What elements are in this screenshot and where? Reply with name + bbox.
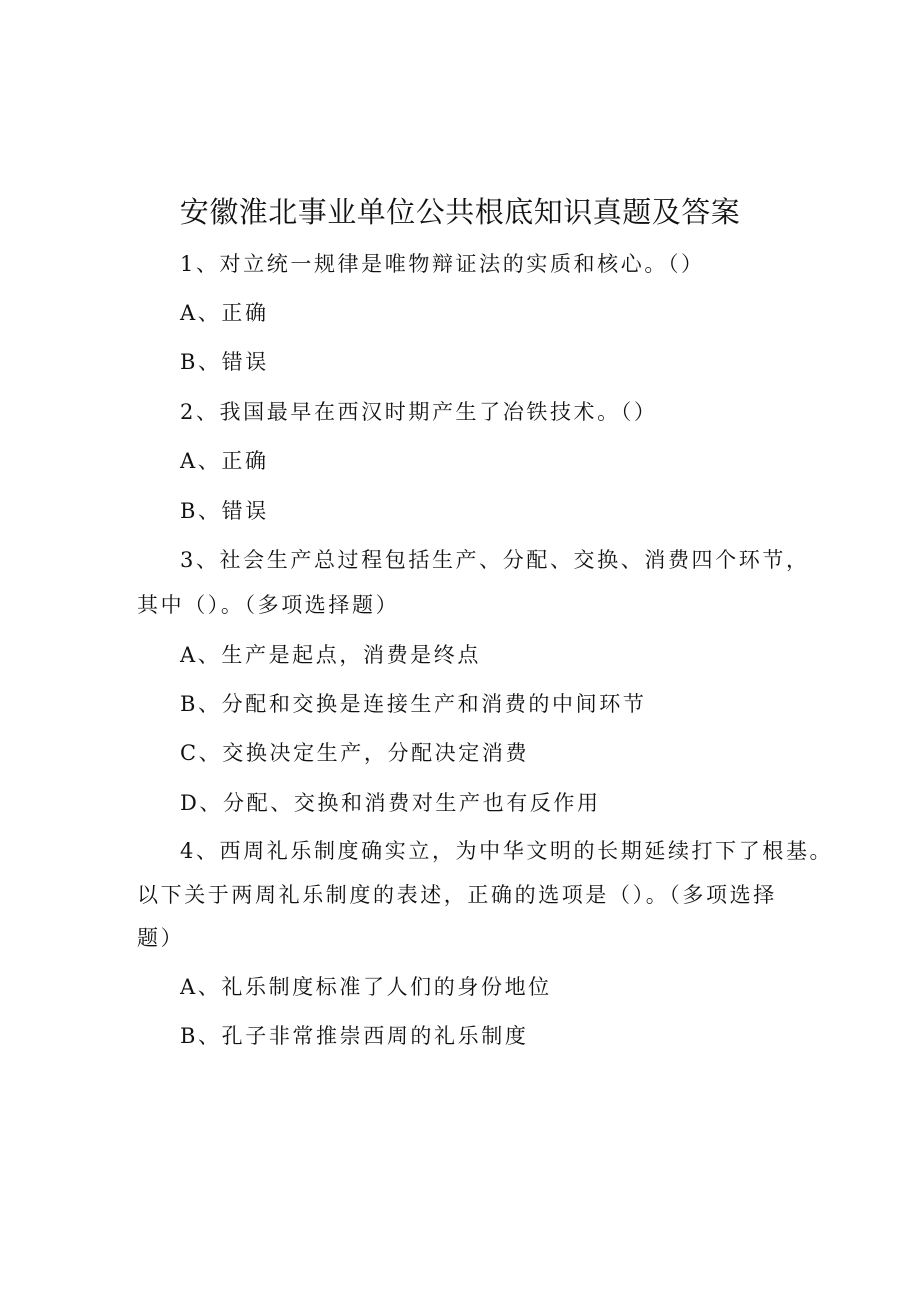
question-4-text-line-2: 以下关于两周礼乐制度的表述，正确的选项是（）。（多项选择 <box>137 883 777 907</box>
question-3-option-d: D、分配、交换和消费对生产也有反作用 <box>180 791 601 815</box>
question-2-option-b: B、错误 <box>180 499 269 523</box>
question-3-option-c: C、交换决定生产，分配决定消费 <box>180 741 530 765</box>
question-3-text-line-1: 3、社会生产总过程包括生产、分配、交换、消费四个环节， <box>180 548 810 572</box>
question-3-text-line-2: 其中（）。（多项选择题） <box>137 593 400 617</box>
question-2-option-a: A、正确 <box>180 449 269 473</box>
question-3-option-b: B、分配和交换是连接生产和消费的中间环节 <box>180 692 647 716</box>
question-4-option-a: A、礼乐制度标准了人们的身份地位 <box>180 975 552 999</box>
question-3-option-a: A、生产是起点，消费是终点 <box>180 643 481 667</box>
document-title: 安徽淮北事业单位公共根底知识真题及答案 <box>179 195 741 229</box>
question-4-text-line-1: 4、西周礼乐制度确实立，为中华文明的长期延续打下了根基。 <box>180 839 834 863</box>
question-1-text: 1、对立统一规律是唯物辩证法的实质和核心。（） <box>180 252 705 276</box>
question-2-text: 2、我国最早在西汉时期产生了冶铁技术。（） <box>180 400 658 424</box>
question-1-option-a: A、正确 <box>180 301 269 325</box>
question-4-option-b: B、孔子非常推崇西周的礼乐制度 <box>180 1024 529 1048</box>
question-1-option-b: B、错误 <box>180 350 269 374</box>
question-4-text-line-3: 题） <box>137 926 185 950</box>
